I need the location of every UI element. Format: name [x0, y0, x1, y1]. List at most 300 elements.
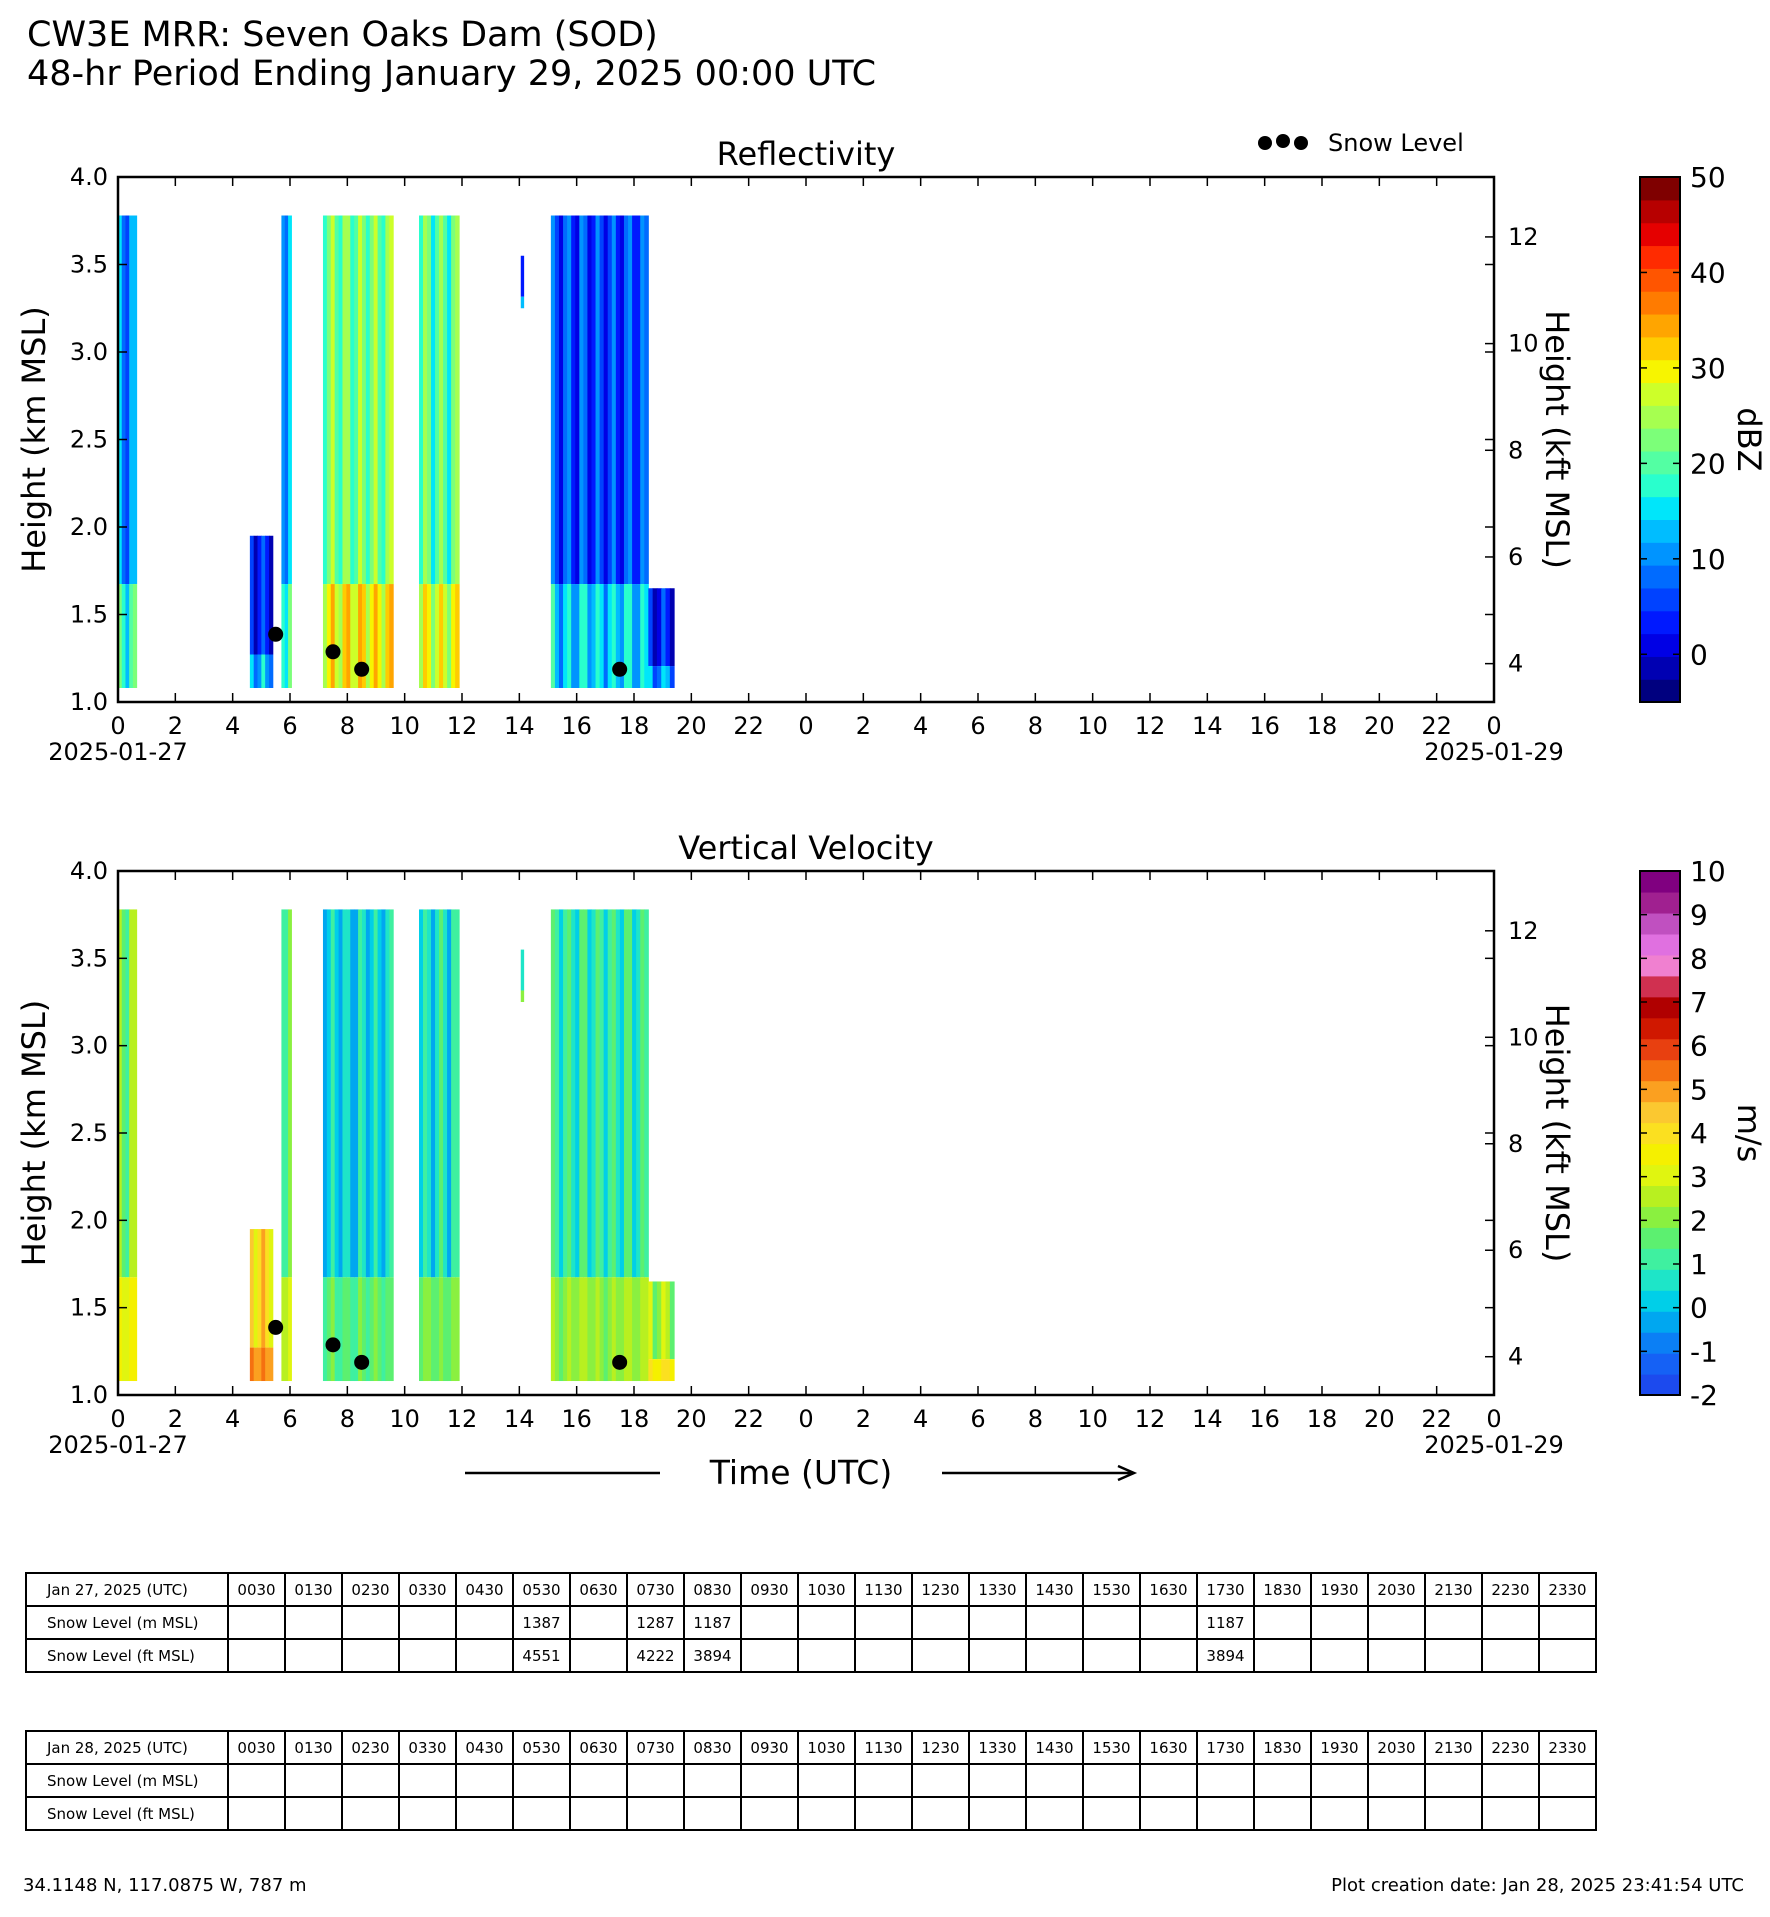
colorbar-tick-label: -2 — [1690, 1379, 1718, 1412]
echo-strip — [608, 216, 613, 585]
table-cell — [1197, 1797, 1254, 1830]
table-cell — [1140, 1797, 1197, 1830]
colorbar-tick-label: 50 — [1690, 161, 1726, 194]
echo-strip — [346, 909, 350, 1277]
echo-strip — [616, 909, 621, 1277]
table-cell — [684, 1764, 741, 1797]
y-tick-label: 3.5 — [69, 944, 108, 973]
x-tick-label: 12 — [1134, 712, 1166, 740]
echo-strip — [250, 1229, 254, 1348]
table-cell — [1026, 1606, 1083, 1639]
echo-strip-low — [551, 1277, 556, 1381]
echo-strip — [575, 216, 580, 585]
echo-strip — [628, 216, 633, 585]
echo-strip-low — [374, 584, 378, 688]
echo-strip-low — [342, 584, 346, 688]
echo-strip-low — [443, 1277, 448, 1381]
echo-strip-low — [636, 584, 641, 688]
colorbar-swatch — [1640, 519, 1680, 542]
echo-strip — [657, 1281, 662, 1359]
x-tick-label: 10 — [1077, 1405, 1108, 1433]
echo-strip-low — [350, 1277, 354, 1381]
colorbar-tick-label: 3 — [1690, 1160, 1708, 1194]
echo-strip — [555, 909, 560, 1277]
table-time-header: 0030 — [228, 1573, 285, 1606]
echo-strip-low — [563, 1277, 568, 1381]
y-right-axis-label: Height (kft MSL) — [1538, 1003, 1576, 1263]
echo-strip-low — [451, 584, 456, 688]
echo-strip-low — [427, 584, 432, 688]
x-tick-label: 0 — [1486, 712, 1502, 740]
echo-strip — [129, 216, 133, 585]
colorbar-swatch — [1640, 360, 1680, 383]
echo-strip-low — [269, 655, 273, 688]
echo-strip-low — [579, 584, 584, 688]
colorbar-swatch — [1640, 871, 1680, 893]
echo-strip — [254, 1229, 258, 1348]
colorbar-swatch — [1640, 1143, 1680, 1165]
colorbar-swatch — [1640, 634, 1680, 657]
echo-strip — [616, 216, 621, 585]
echo-strip — [640, 909, 645, 1277]
echo-strip-low — [555, 584, 560, 688]
echo-strip — [288, 909, 292, 1277]
echo-strip — [350, 216, 354, 585]
echo-strip-low — [129, 1277, 133, 1381]
echo-strip-low — [628, 1277, 633, 1381]
echo-strip — [362, 909, 366, 1277]
y-right-tick-label: 10 — [1508, 1023, 1539, 1052]
echo-strip-low — [632, 1277, 637, 1381]
echo-strip-low — [339, 584, 343, 688]
table-cell — [627, 1797, 684, 1830]
table-header-row — [26, 1731, 1596, 1764]
table-time-header: 0730 — [627, 1731, 684, 1764]
echo-strip — [331, 909, 335, 1277]
colorbar-swatch — [1640, 1332, 1680, 1354]
table-cell — [513, 1764, 570, 1797]
y-tick-label: 4.0 — [69, 857, 108, 885]
colorbar-swatch — [1640, 245, 1680, 268]
echo-strip — [521, 256, 524, 297]
echo-strip — [362, 216, 366, 585]
table-cell — [228, 1639, 285, 1672]
echo-strip — [563, 216, 568, 585]
table-time-header: 2230 — [1482, 1573, 1539, 1606]
chart-title: Vertical Velocity — [678, 829, 934, 867]
table-cell — [342, 1606, 399, 1639]
echo-strip — [427, 216, 432, 585]
echo-strip-low — [323, 1277, 327, 1381]
echo-strip — [431, 216, 436, 585]
echo-strip — [439, 216, 444, 585]
echo-strip-low — [653, 1359, 658, 1381]
echo-strip — [335, 216, 339, 585]
colorbar-swatch — [1640, 542, 1680, 565]
table-cell — [912, 1797, 969, 1830]
echo-strip — [579, 909, 584, 1277]
table-time-header: 0130 — [285, 1573, 342, 1606]
echo-strip-low — [370, 584, 374, 688]
page-title: CW3E MRR: Seven Oaks Dam (SOD) — [27, 15, 658, 55]
chart-panel-reflectivity — [118, 177, 1680, 703]
echo-strip — [583, 216, 588, 585]
chart-title: Reflectivity — [716, 135, 896, 173]
x-end-date-label: 2025-01-29 — [1424, 1431, 1564, 1459]
table-cell — [1083, 1764, 1140, 1797]
y-right-axis-label: Height (kft MSL) — [1538, 310, 1576, 569]
echo-strip — [288, 216, 292, 585]
echo-strip — [354, 216, 358, 585]
y-tick-label: 1.0 — [69, 1381, 108, 1409]
table-cell — [1539, 1606, 1596, 1639]
legend-snow-level-label: Snow Level — [1328, 129, 1464, 157]
snow-level-marker — [612, 662, 627, 677]
legend-snow-level-marker — [1276, 134, 1290, 148]
colorbar-swatch — [1640, 913, 1680, 935]
echo-strip-low — [122, 1277, 126, 1381]
x-tick-label: 18 — [618, 712, 650, 740]
table-time-header: 0430 — [456, 1573, 513, 1606]
echo-strip — [342, 216, 346, 585]
table-cell — [456, 1639, 513, 1672]
echo-strip-low — [648, 666, 653, 688]
table-cell — [798, 1606, 855, 1639]
echo-strip — [583, 909, 588, 1277]
colorbar-swatch — [1640, 1185, 1680, 1207]
echo-strip-low — [389, 1277, 393, 1381]
echo-strip-low — [575, 584, 580, 688]
table-cell — [1539, 1797, 1596, 1830]
echo-strip — [451, 216, 456, 585]
table-cell — [285, 1764, 342, 1797]
echo-strip-low — [435, 1277, 440, 1381]
echo-strip-low — [591, 1277, 596, 1381]
colorbar-swatch — [1640, 892, 1680, 914]
echo-strip-low — [666, 1359, 671, 1381]
echo-strip — [122, 909, 126, 1277]
echo-strip-low — [435, 584, 440, 688]
colorbar-tick-label: 20 — [1690, 447, 1726, 481]
echo-strip — [125, 216, 129, 585]
echo-strip — [571, 909, 576, 1277]
table-time-header: 0630 — [570, 1731, 627, 1764]
table-cell — [285, 1606, 342, 1639]
echo-strip — [571, 216, 576, 585]
table-cell: 4222 — [627, 1639, 684, 1672]
colorbar-swatch — [1640, 934, 1680, 956]
echo-strip — [661, 1281, 666, 1359]
table-time-header: 0230 — [342, 1573, 399, 1606]
echo-strip-low — [335, 584, 339, 688]
x-tick-label: 10 — [1077, 712, 1108, 740]
table-cell — [855, 1606, 912, 1639]
x-tick-label: 18 — [1306, 712, 1338, 740]
x-tick-label: 6 — [970, 1405, 986, 1433]
table-cell — [1254, 1797, 1311, 1830]
echo-strip — [447, 216, 452, 585]
echo-strip — [419, 909, 424, 1277]
x-tick-label: 6 — [970, 712, 986, 740]
echo-strip-low — [575, 1277, 580, 1381]
echo-strip — [636, 909, 641, 1277]
echo-strip — [129, 909, 133, 1277]
echo-strip — [261, 536, 265, 655]
table-cell — [1254, 1764, 1311, 1797]
echo-strip — [666, 588, 671, 666]
echo-strip — [653, 1281, 658, 1359]
table-cell — [399, 1797, 456, 1830]
table-time-header: 1630 — [1140, 1731, 1197, 1764]
table-time-header: 2130 — [1425, 1573, 1482, 1606]
table-cell — [1482, 1797, 1539, 1830]
echo-strip — [350, 909, 354, 1277]
table-cell — [1254, 1606, 1311, 1639]
table-time-header: 1830 — [1254, 1573, 1311, 1606]
echo-strip — [443, 909, 448, 1277]
x-tick-label: 2 — [167, 1405, 183, 1433]
y-right-tick-label: 6 — [1508, 542, 1524, 571]
x-tick-label: 10 — [389, 712, 420, 740]
table-time-header: 1130 — [855, 1573, 912, 1606]
colorbar-tick-label: 6 — [1690, 1029, 1708, 1063]
table-row — [26, 1606, 1596, 1639]
echo-strip — [596, 909, 601, 1277]
colorbar-swatch — [1640, 1039, 1680, 1061]
echo-strip — [370, 216, 374, 585]
echo-strip-low — [335, 1277, 339, 1381]
echo-strip — [366, 909, 370, 1277]
echo-strip — [666, 1281, 671, 1359]
echo-strip-low — [591, 584, 596, 688]
echo-strip — [389, 909, 393, 1277]
echo-strip — [378, 216, 382, 585]
echo-strip — [358, 909, 362, 1277]
colorbar-tick-label: 30 — [1690, 351, 1726, 385]
table-cell — [399, 1764, 456, 1797]
table-cell — [1425, 1797, 1482, 1830]
table-cell — [741, 1797, 798, 1830]
y-tick-label: 3.0 — [69, 1031, 108, 1060]
echo-strip-low — [455, 1277, 460, 1381]
echo-strip — [632, 909, 637, 1277]
echo-strip — [443, 216, 448, 585]
y-right-tick-label: 4 — [1508, 649, 1524, 678]
echo-strip-low — [587, 584, 592, 688]
echo-strip-low — [339, 1277, 343, 1381]
colorbar-tick-label: -1 — [1690, 1335, 1718, 1369]
table-cell — [1539, 1639, 1596, 1672]
echo-strip — [648, 588, 653, 666]
echo-strip — [423, 216, 428, 585]
table-cell — [1368, 1764, 1425, 1797]
colorbar-swatch — [1640, 1353, 1680, 1375]
table-time-header: 0430 — [456, 1731, 513, 1764]
echo-strip-low — [385, 1277, 389, 1381]
snow-level-marker — [354, 662, 369, 677]
echo-strip — [250, 536, 254, 655]
echo-strip-low — [385, 584, 389, 688]
table-cell — [228, 1606, 285, 1639]
echo-strip-low — [378, 1277, 382, 1381]
table-header-row — [26, 1573, 1596, 1606]
snow-level-marker — [326, 644, 341, 659]
echo-strip-low — [640, 584, 645, 688]
table-cell — [969, 1606, 1026, 1639]
echo-strip-low — [563, 584, 568, 688]
table-cell — [912, 1639, 969, 1672]
x-tick-label: 0 — [798, 712, 814, 740]
echo-strip — [591, 909, 596, 1277]
echo-strip — [636, 216, 641, 585]
table-row-label: Snow Level (ft MSL) — [26, 1797, 228, 1830]
echo-strip-low — [254, 1348, 258, 1381]
echo-strip-low — [254, 655, 258, 688]
table-cell — [570, 1797, 627, 1830]
colorbar-tick-label: 0 — [1690, 638, 1708, 672]
echo-strip-low — [419, 1277, 424, 1381]
colorbar-tick-label: 10 — [1690, 855, 1726, 888]
echo-strip-low — [670, 1359, 675, 1381]
echo-strip — [419, 216, 424, 585]
table-cell — [1482, 1764, 1539, 1797]
table-time-header: 1330 — [969, 1731, 1026, 1764]
table-time-header: 1230 — [912, 1573, 969, 1606]
table-cell — [1311, 1764, 1368, 1797]
echo-strip — [335, 909, 339, 1277]
colorbar-swatch — [1640, 679, 1680, 702]
echo-strip-low — [431, 584, 436, 688]
x-tick-label: 22 — [1421, 712, 1452, 740]
y-tick-label: 2.5 — [69, 425, 108, 454]
echo-strip-low — [327, 584, 331, 688]
echo-strip — [133, 216, 137, 585]
x-tick-label: 22 — [1421, 1405, 1452, 1433]
table-cell — [228, 1797, 285, 1830]
echo-strip — [323, 909, 327, 1277]
x-tick-label: 12 — [1134, 1405, 1166, 1433]
echo-strip-low — [350, 584, 354, 688]
echo-strip — [455, 909, 460, 1277]
table-cell — [1482, 1639, 1539, 1672]
echo-strip-low — [657, 1359, 662, 1381]
echo-strip — [381, 909, 385, 1277]
table-cell — [741, 1639, 798, 1672]
colorbar-swatch — [1640, 1102, 1680, 1124]
echo-strip-low — [608, 584, 613, 688]
echo-strip-low — [670, 666, 675, 688]
x-tick-label: 10 — [389, 1405, 420, 1433]
snow-level-marker — [354, 1355, 369, 1370]
table-time-header: 2230 — [1482, 1731, 1539, 1764]
x-tick-label: 12 — [446, 1405, 478, 1433]
creation-date-footer: Plot creation date: Jan 28, 2025 23:41:54 UTC — [1331, 1875, 1744, 1896]
x-tick-label: 4 — [913, 712, 929, 740]
colorbar-swatch — [1640, 976, 1680, 998]
x-tick-label: 14 — [504, 712, 535, 740]
echo-strip — [374, 216, 378, 585]
table-cell — [1026, 1764, 1083, 1797]
echo-strip-low — [419, 584, 424, 688]
table-cell — [399, 1639, 456, 1672]
echo-strip-low — [381, 1277, 385, 1381]
echo-strip — [455, 216, 460, 585]
x-tick-label: 16 — [1249, 1405, 1280, 1433]
echo-strip-low — [374, 1277, 378, 1381]
x-tick-label: 8 — [339, 712, 355, 740]
table-cell: 1287 — [627, 1606, 684, 1639]
x-tick-label: 14 — [504, 1405, 535, 1433]
echo-strip — [331, 216, 335, 585]
colorbar-swatch — [1640, 1374, 1680, 1396]
echo-strip — [670, 1281, 675, 1359]
table-time-header: 2030 — [1368, 1731, 1425, 1764]
echo-strip — [389, 216, 393, 585]
echo-strip-low — [583, 1277, 588, 1381]
y-right-tick-label: 6 — [1508, 1236, 1524, 1265]
x-tick-label: 0 — [1486, 1405, 1502, 1433]
colorbar-swatch — [1640, 1269, 1680, 1291]
colorbar-tick-label: 4 — [1690, 1117, 1708, 1150]
table-cell: 3894 — [684, 1639, 741, 1672]
echo-strip-low — [559, 584, 564, 688]
table-time-header: 0730 — [627, 1573, 684, 1606]
colorbar-label: m/s — [1730, 1103, 1768, 1163]
echo-strip-low — [608, 1277, 613, 1381]
echo-strip — [385, 216, 389, 585]
x-tick-label: 16 — [561, 712, 592, 740]
echo-strip-low — [122, 584, 126, 688]
echo-strip-low — [250, 1348, 254, 1381]
echo-strip-low — [567, 1277, 572, 1381]
colorbar-swatch — [1640, 200, 1680, 223]
colorbar-swatch — [1640, 474, 1680, 497]
echo-strip — [521, 950, 524, 991]
table-date-label: Jan 27, 2025 (UTC) — [26, 1573, 228, 1606]
table-time-header: 0330 — [399, 1731, 456, 1764]
table-row — [26, 1639, 1596, 1672]
table-cell — [969, 1639, 1026, 1672]
echo-strip — [125, 909, 129, 1277]
x-tick-label: 20 — [1364, 712, 1395, 740]
table-time-header: 0030 — [228, 1731, 285, 1764]
echo-strip-low — [342, 1277, 346, 1381]
colorbar-swatch — [1640, 405, 1680, 428]
echo-strip — [439, 909, 444, 1277]
y-tick-label: 1.0 — [69, 688, 108, 716]
echo-strip — [435, 909, 440, 1277]
table-time-header: 1730 — [1197, 1573, 1254, 1606]
table-cell — [969, 1797, 1026, 1830]
echo-strip-low — [331, 584, 335, 688]
echo-strip — [644, 216, 649, 585]
echo-strip-low — [604, 1277, 609, 1381]
legend-snow-level-marker — [1294, 136, 1308, 150]
echo-strip — [447, 909, 452, 1277]
echo-strip — [632, 216, 637, 585]
y-tick-label: 1.5 — [69, 1293, 108, 1322]
table-cell — [855, 1797, 912, 1830]
echo-strip-low — [653, 666, 658, 688]
table-cell — [1026, 1797, 1083, 1830]
colorbar-swatch — [1640, 656, 1680, 679]
echo-strip — [567, 216, 572, 585]
echo-strip-low — [447, 584, 452, 688]
colorbar-swatch — [1640, 1227, 1680, 1249]
table-time-header: 1430 — [1026, 1731, 1083, 1764]
echo-strip — [327, 909, 331, 1277]
table-cell — [627, 1764, 684, 1797]
